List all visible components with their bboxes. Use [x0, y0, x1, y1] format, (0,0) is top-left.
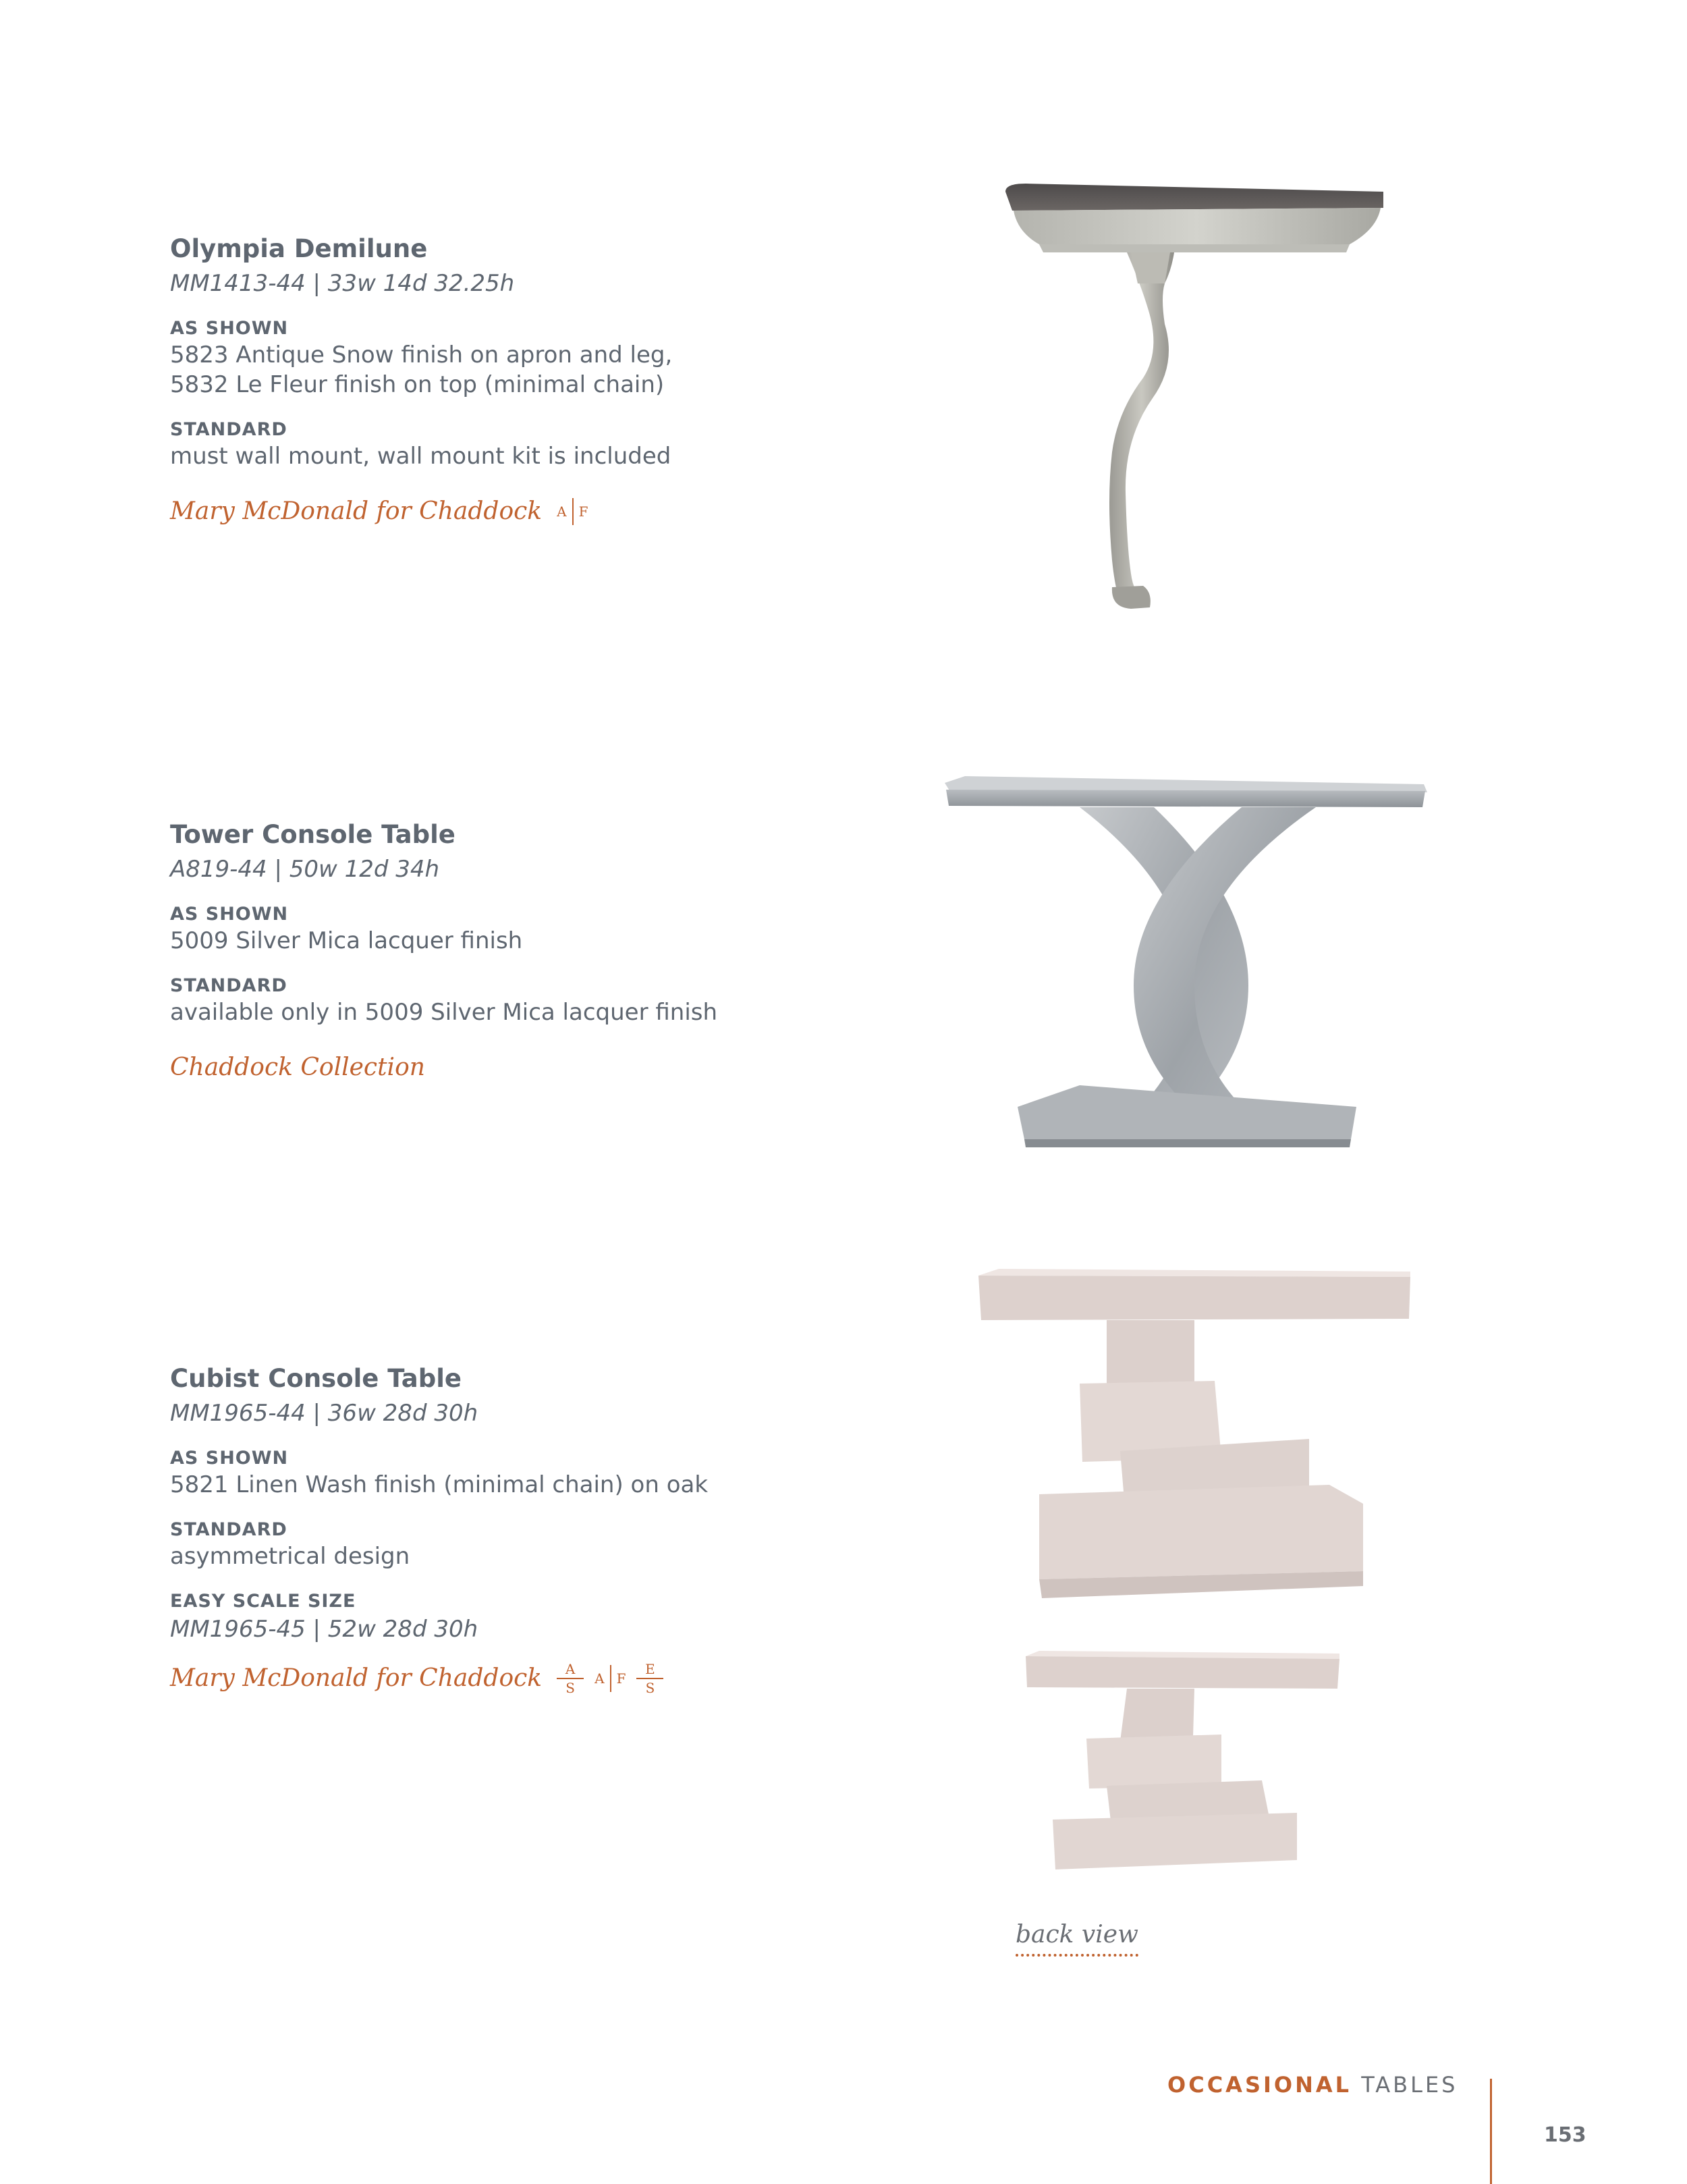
product-code: A819-44 | 50w 12d 34h [170, 856, 440, 883]
af-mark [594, 1662, 626, 1695]
product-code: MM1413-44 | 33w 14d 32.25h [170, 270, 515, 297]
availability-marks [557, 1662, 663, 1695]
standard-label: STANDARD [170, 1519, 287, 1540]
standard-text: asymmetrical design [170, 1543, 410, 1570]
as-shown-label: AS SHOWN [170, 1448, 289, 1469]
standard-label: STANDARD [170, 975, 287, 996]
section-title-accent: OCCASIONAL [1167, 2072, 1352, 2098]
product-code: MM1965-44 | 36w 28d 30h [170, 1400, 478, 1427]
product-tower-console-table [170, 819, 912, 1084]
af-mark-left: A [594, 1670, 605, 1687]
as-shown-line-1: 5823 Antique Snow finish on apron and leg, [170, 342, 673, 368]
es-mark-top: E [645, 1661, 655, 1677]
section-title-rest: TABLES [1361, 2072, 1458, 2098]
product-name: Tower Console Table [170, 820, 455, 849]
standard-text: must wall mount, wall mount kit is included [170, 443, 671, 470]
as-shown-label: AS SHOWN [170, 318, 289, 339]
af-mark-right: F [616, 1670, 626, 1687]
section-title [1167, 2072, 1458, 2098]
product-name: Olympia Demilune [170, 234, 428, 263]
easy-scale-label: EASY SCALE SIZE [170, 1591, 356, 1612]
es-mark-bottom: S [645, 1680, 655, 1696]
credit-text: Mary McDonald for Chaddock [170, 1664, 543, 1692]
af-mark [557, 495, 588, 528]
standard-label: STANDARD [170, 419, 287, 440]
easy-scale-code: MM1965-45 | 52w 28d 30h [170, 1616, 478, 1643]
credit-text: Chaddock Collection [170, 1054, 425, 1081]
as-mark [557, 1662, 584, 1695]
as-mark-bottom: S [565, 1680, 575, 1696]
standard-text: available only in 5009 Silver Mica lacquer finish [170, 999, 718, 1026]
as-shown-line-2: 5832 Le Fleur finish on top (minimal chain) [170, 371, 665, 398]
credit-text: Mary McDonald for Chaddock [170, 497, 543, 525]
product-olympia-demilune [170, 234, 912, 528]
cubist-console-back-image [1019, 1647, 1343, 1890]
designer-credit [170, 1662, 912, 1695]
cubist-console-front-image [972, 1262, 1417, 1613]
back-view-caption: back view [1016, 1921, 1138, 1957]
as-mark-top: A [565, 1661, 576, 1677]
footer-divider [1490, 2079, 1492, 2184]
es-mark [636, 1662, 663, 1695]
page-number: 153 [1544, 2123, 1586, 2147]
designer-credit [170, 1052, 912, 1084]
af-mark-right: F [578, 503, 588, 520]
product-cubist-console-table [170, 1363, 912, 1695]
product-name: Cubist Console Table [170, 1364, 462, 1393]
af-mark-left: A [557, 503, 567, 520]
designer-credit [170, 495, 912, 528]
tower-console-table-image [938, 769, 1437, 1154]
availability-marks [557, 495, 588, 528]
as-shown-text: 5009 Silver Mica lacquer finish [170, 927, 523, 954]
as-shown-text: 5821 Linen Wash finish (minimal chain) on oak [170, 1471, 709, 1498]
olympia-demilune-image [999, 182, 1390, 614]
as-shown-label: AS SHOWN [170, 904, 289, 925]
